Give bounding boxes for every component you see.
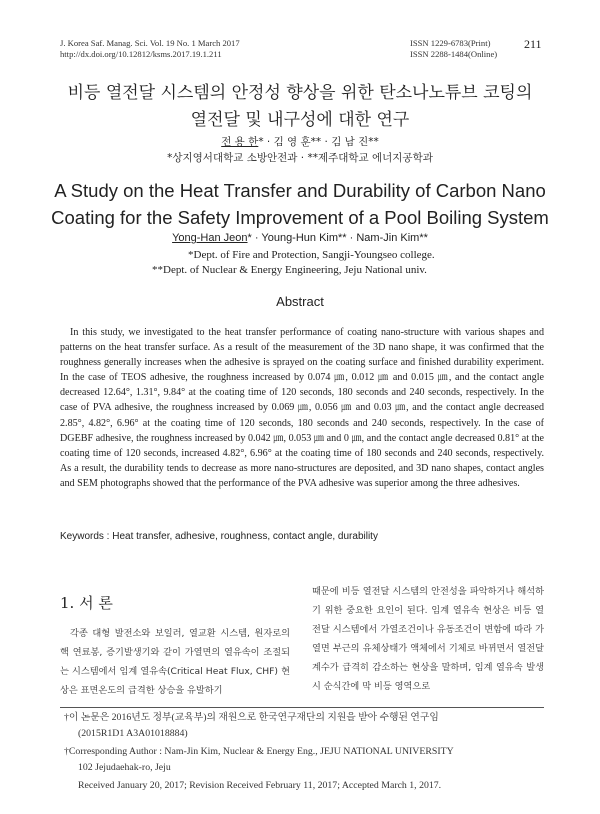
- keywords: Keywords : Heat transfer, adhesive, roughness, contact angle, durability: [60, 531, 378, 542]
- affiliation-2: **Dept. of Nuclear & Energy Engineering, Jeju National univ.: [152, 264, 427, 276]
- korean-other-authors: * · 김 영 훈** · 김 남 진**: [258, 136, 379, 148]
- section-heading-introduction: 1. 서 론: [60, 594, 113, 612]
- intro-right-column: 때문에 비등 열전달 시스템의 안전성을 파악하거나 해석하기 위한 중요한 요인이 된다. 임계 열유속 현상은 비등 열전달 시스템에서 가열조건이나 유동조건이 변함에 따라 가열면 부근의 유체상태가 액체에서 기체로 바뀌면서 열전달계수가 급격히 감소하는 현상을 말하며, 임계 열유속 발생 시 순식간에 막 비등 영역으로: [312, 586, 544, 692]
- abstract-body: In this study, we investigated to the heat transfer performance of coating nano-structure with various shapes and patterns on the heat transfer surface. As a result of the measurement of the 3D nano shape, it was confirmed that the roughness generally increases when the adhesive is sprayed on the coating surface and finished durability experiment. In the case of TEOS adhesive, the roughness increased by 0.074 ㎛, 0.012 ㎛ and 0.015 ㎛, and the contact angle decreased 12.64°, 1.31°, 9.84° at the coating time of 120 seconds, 180 seconds and 240 seconds, respectively. In the case of PVA adhesive, the roughness increased by 0.069 ㎛, 0.056 ㎛ and 0.03 ㎛, and the contact angle decreased 2.85°, 4.82°, 6.96° at the coating time of 120 seconds, 180 seconds and 240 seconds, respectively. In the case of DGEBF adhesive, the roughness increased by 0.042 ㎛, 0.053 ㎛ and 0 ㎛, and the contact angle decreased 0.81° at the coating time of 120 seconds, increased 4.82°, 6.96° at the coating time of 180 seconds and 240 seconds, respectively. As a result, the durability tends to decrease as more nano-structures are deposited, and 3D nano shapes, contact angles and SEM photographs showed that the performance of the PVA adhesive was superior among the three adhesives.: [60, 327, 544, 489]
- corresponding-author: †Corresponding Author : Nam-Jin Kim, Nuclear & Energy Eng., JEJU NATIONAL UNIVERSITY: [64, 746, 454, 757]
- english-title-line-1: A Study on the Heat Transfer and Durability of Carbon Nano: [54, 180, 546, 201]
- korean-title-line-2: 열전달 및 내구성에 대한 연구: [190, 110, 410, 130]
- issn-online: ISSN 2288-1484(Online): [410, 49, 498, 59]
- english-first-author: Yong-Han Jeon: [172, 232, 248, 244]
- doi-link[interactable]: http://dx.doi.org/10.12812/ksms.2017.19.1.211: [60, 49, 222, 59]
- abstract-heading: Abstract: [276, 294, 324, 309]
- footnote-divider: [60, 707, 544, 708]
- english-other-authors: * · Young-Hun Kim** · Nam-Jin Kim**: [247, 232, 428, 244]
- english-title-line-2: Coating for the Safety Improvement of a Pool Boiling System: [51, 207, 549, 228]
- english-authors: [0, 231, 600, 246]
- korean-authors: [0, 134, 600, 150]
- corresponding-address: 102 Jejudaehak-ro, Jeju: [78, 762, 171, 773]
- funding-note: †이 논문은 2016년도 정부(교육부)의 재원으로 한국연구재단의 지원을 받아 수행된 연구임: [64, 712, 439, 723]
- journal-citation: J. Korea Saf. Manag. Sci. Vol. 19 No. 1 March 2017: [60, 38, 240, 48]
- page-number: 211: [524, 37, 542, 51]
- intro-left-column: 각종 대형 발전소와 보일러, 열교환 시스템, 원자로의 핵 연료봉, 증기발생기와 같이 가열면의 열유속이 조절되는 시스템에서 임계 열유속(Critical Heat Flux, CHF) 현상은 표면온도의 급격한 상승을 유발하기: [60, 628, 290, 696]
- korean-affiliation: *상지영서대학교 소방안전과 · **제주대학교 에너지공학과: [167, 152, 433, 164]
- korean-first-author: 전 용 한: [221, 136, 259, 148]
- received-dates: Received January 20, 2017; Revision Received February 11, 2017; Accepted March 1, 2017.: [78, 780, 442, 791]
- affiliation-1: *Dept. of Fire and Protection, Sangji-Youngseo college.: [188, 249, 435, 261]
- korean-title-line-1: 비등 열전달 시스템의 안정성 향상을 위한 탄소나노튜브 코팅의: [67, 83, 533, 103]
- grant-number: (2015R1D1 A3A01018884): [78, 728, 188, 739]
- issn-print: ISSN 1229-6783(Print): [410, 38, 491, 48]
